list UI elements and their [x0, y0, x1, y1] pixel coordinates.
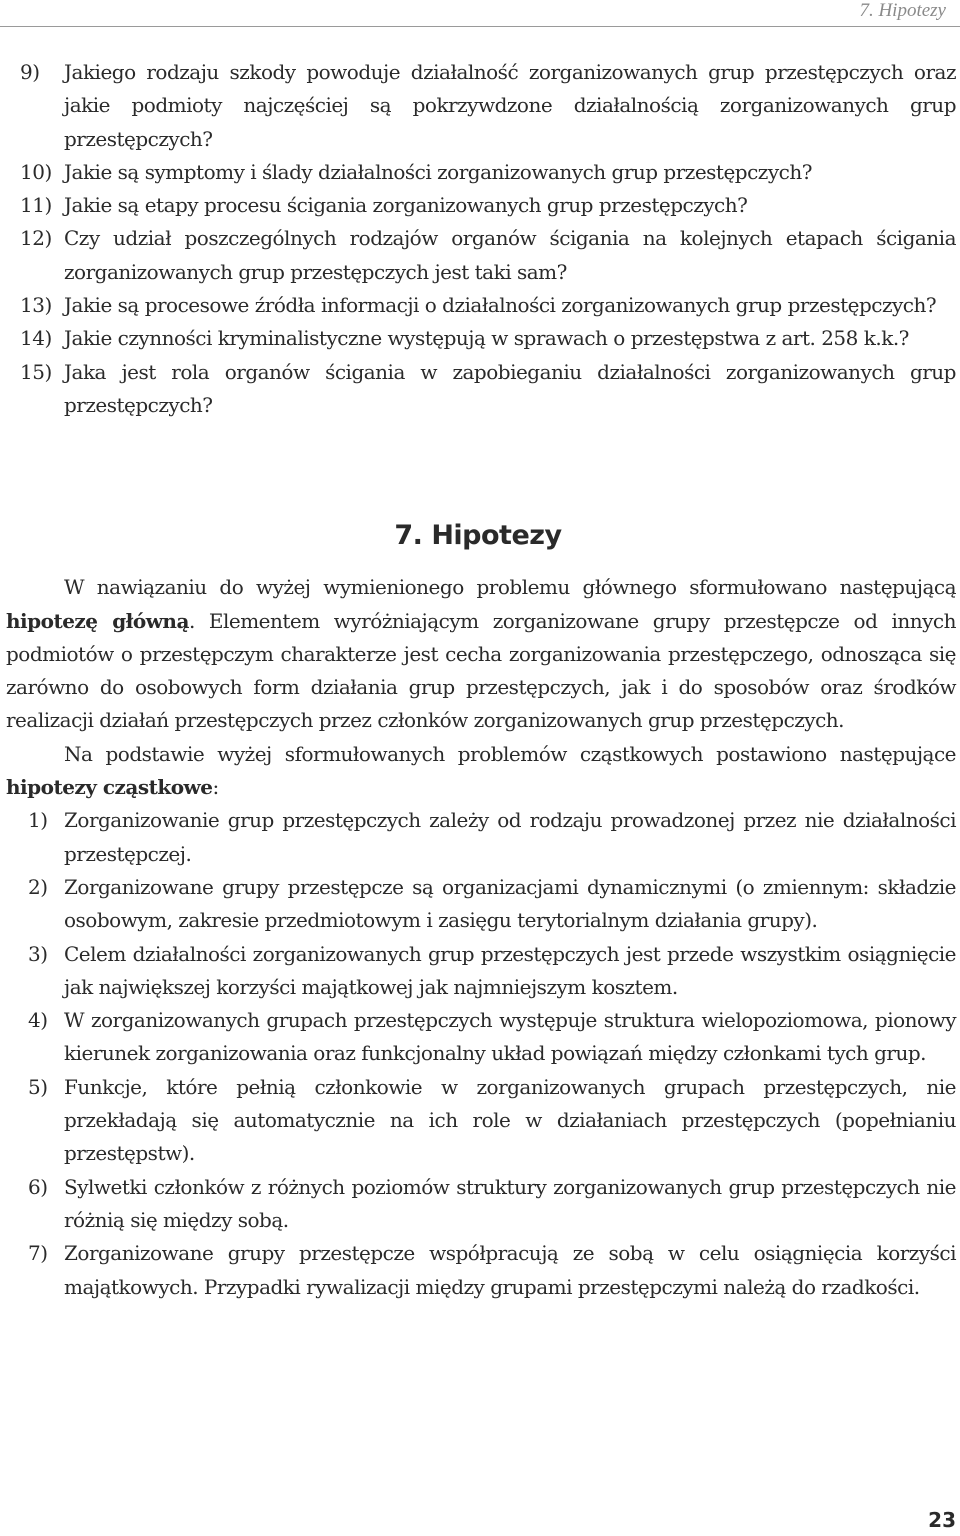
partial-hypotheses-list: [0, 804, 956, 1303]
item-number: 4): [28, 1008, 48, 1033]
list-item: [0, 804, 956, 871]
item-text: Jakiego rodzaju szkody powoduje działalność zorganizowanych grup przestępczych oraz jakie podmioty najczęściej są pokrzywdzone działalnością zorganizowanych grup przestępczych?: [64, 60, 956, 151]
item-text: Zorganizowane grupy przestępcze współpracują ze sobą w celu osiągnięcia korzyści majątkowych. Przypadki rywalizacji między grupami przestępczymi należą do rzadkości.: [64, 1241, 956, 1299]
page-number: 23: [928, 1508, 956, 1532]
paragraph-text: Na podstawie wyżej sformułowanych problemów cząstkowych postawiono następujące: [64, 741, 956, 766]
partial-hypotheses-term: hipotezy cząstkowe: [6, 775, 213, 800]
item-number: 9): [20, 60, 40, 84]
item-text: Zorganizowane grupy przestępcze są organizacjami dynamicznymi (o zmiennym: składzie osobowym, zakresie przedmiotowym i zasięgu terytorialnym działania grupy).: [64, 874, 956, 933]
item-text: Jakie są symptomy i ślady działalności zorganizowanych grup przestępczych?: [64, 159, 812, 184]
item-text: Funkcje, które pełnią członkowie w zorganizowanych grupach przestępczych, nie przekładają się automatycznie na ich role w działaniach przestępczych (popełnianiu przestępstw).: [64, 1074, 956, 1166]
page-content: [0, 56, 956, 1304]
item-number: 14): [20, 326, 52, 351]
item-text: Jakie są procesowe źródła informacji o działalności zorganizowanych grup przestępczych?: [64, 293, 937, 318]
list-item: [20, 189, 956, 222]
list-item: [0, 1071, 956, 1171]
research-questions-list: [20, 56, 956, 422]
list-item: [0, 1237, 956, 1304]
paragraph-text: W nawiązaniu do wyżej wymienionego problemu głównego sformułowano następującą: [64, 575, 956, 600]
item-number: 15): [20, 359, 52, 384]
item-number: 5): [28, 1074, 48, 1099]
partial-hypotheses-intro: [0, 738, 956, 805]
item-number: 12): [20, 226, 52, 251]
main-hypothesis-paragraph: [0, 571, 956, 737]
list-item: [20, 156, 956, 189]
item-number: 2): [28, 874, 48, 899]
section-title: 7. Hipotezy: [394, 520, 562, 552]
list-item: [0, 1004, 956, 1071]
item-number: 3): [28, 941, 48, 966]
item-text: Sylwetki członków z różnych poziomów struktury zorganizowanych grup przestępczych nie różnią się między sobą.: [64, 1174, 956, 1232]
item-number: 13): [20, 293, 52, 318]
item-number: 11): [20, 193, 52, 218]
item-number: 6): [28, 1174, 48, 1199]
running-header-title: 7. Hipotezy: [859, 0, 946, 21]
paragraph-text: :: [212, 775, 219, 800]
item-text: Czy udział poszczególnych rodzajów organów ścigania na kolejnych etapach ścigania zorganizowanych grup przestępczych jest taki sam?: [64, 226, 956, 284]
item-number: 1): [28, 808, 48, 833]
item-text: Jakie czynności kryminalistyczne występują w sprawach o przestępstwa z art. 258 k.k.?: [64, 326, 909, 351]
list-item: [0, 1171, 956, 1238]
item-number: 7): [28, 1241, 48, 1266]
list-item: [20, 356, 956, 423]
list-item: [20, 289, 956, 322]
item-number: 10): [20, 159, 52, 184]
item-text: Zorganizowanie grup przestępczych zależy od rodzaju prowadzonej przez nie działalności przestępczej.: [64, 808, 956, 866]
main-hypothesis-term: hipotezę główną: [6, 608, 189, 633]
item-text: Jaka jest rola organów ścigania w zapobieganiu działalności zorganizowanych grup przestępczych?: [64, 359, 956, 417]
list-item: [0, 938, 956, 1005]
running-header: [0, 0, 960, 27]
item-text: Celem działalności zorganizowanych grup przestępczych jest przede wszystkim osiągnięcie jak największej korzyści majątkowej jak najmniejszym kosztem.: [64, 941, 956, 999]
paragraph-text: . Elementem wyróżniającym zorganizowane grupy przestępcze od innych podmiotów o przestępczym charakterze jest cecha zorganizowania przestępczego, odnosząca się zarówno do osobowych form działania grup przestępczych, jak i do sposobów oraz środków realizacji działań przestępczych przez członków zorganizowanych grup przestępczych.: [6, 608, 956, 733]
list-item: [20, 322, 956, 355]
item-text: W zorganizowanych grupach przestępczych występuje struktura wielopoziomowa, pionowy kierunek zorganizowania oraz funkcjonalny układ powiązań między członkami tych grup.: [64, 1008, 956, 1066]
list-item: [0, 871, 956, 938]
item-text: Jakie są etapy procesu ścigania zorganizowanych grup przestępczych?: [64, 193, 748, 218]
list-item: [20, 222, 956, 289]
list-item: [20, 56, 956, 156]
